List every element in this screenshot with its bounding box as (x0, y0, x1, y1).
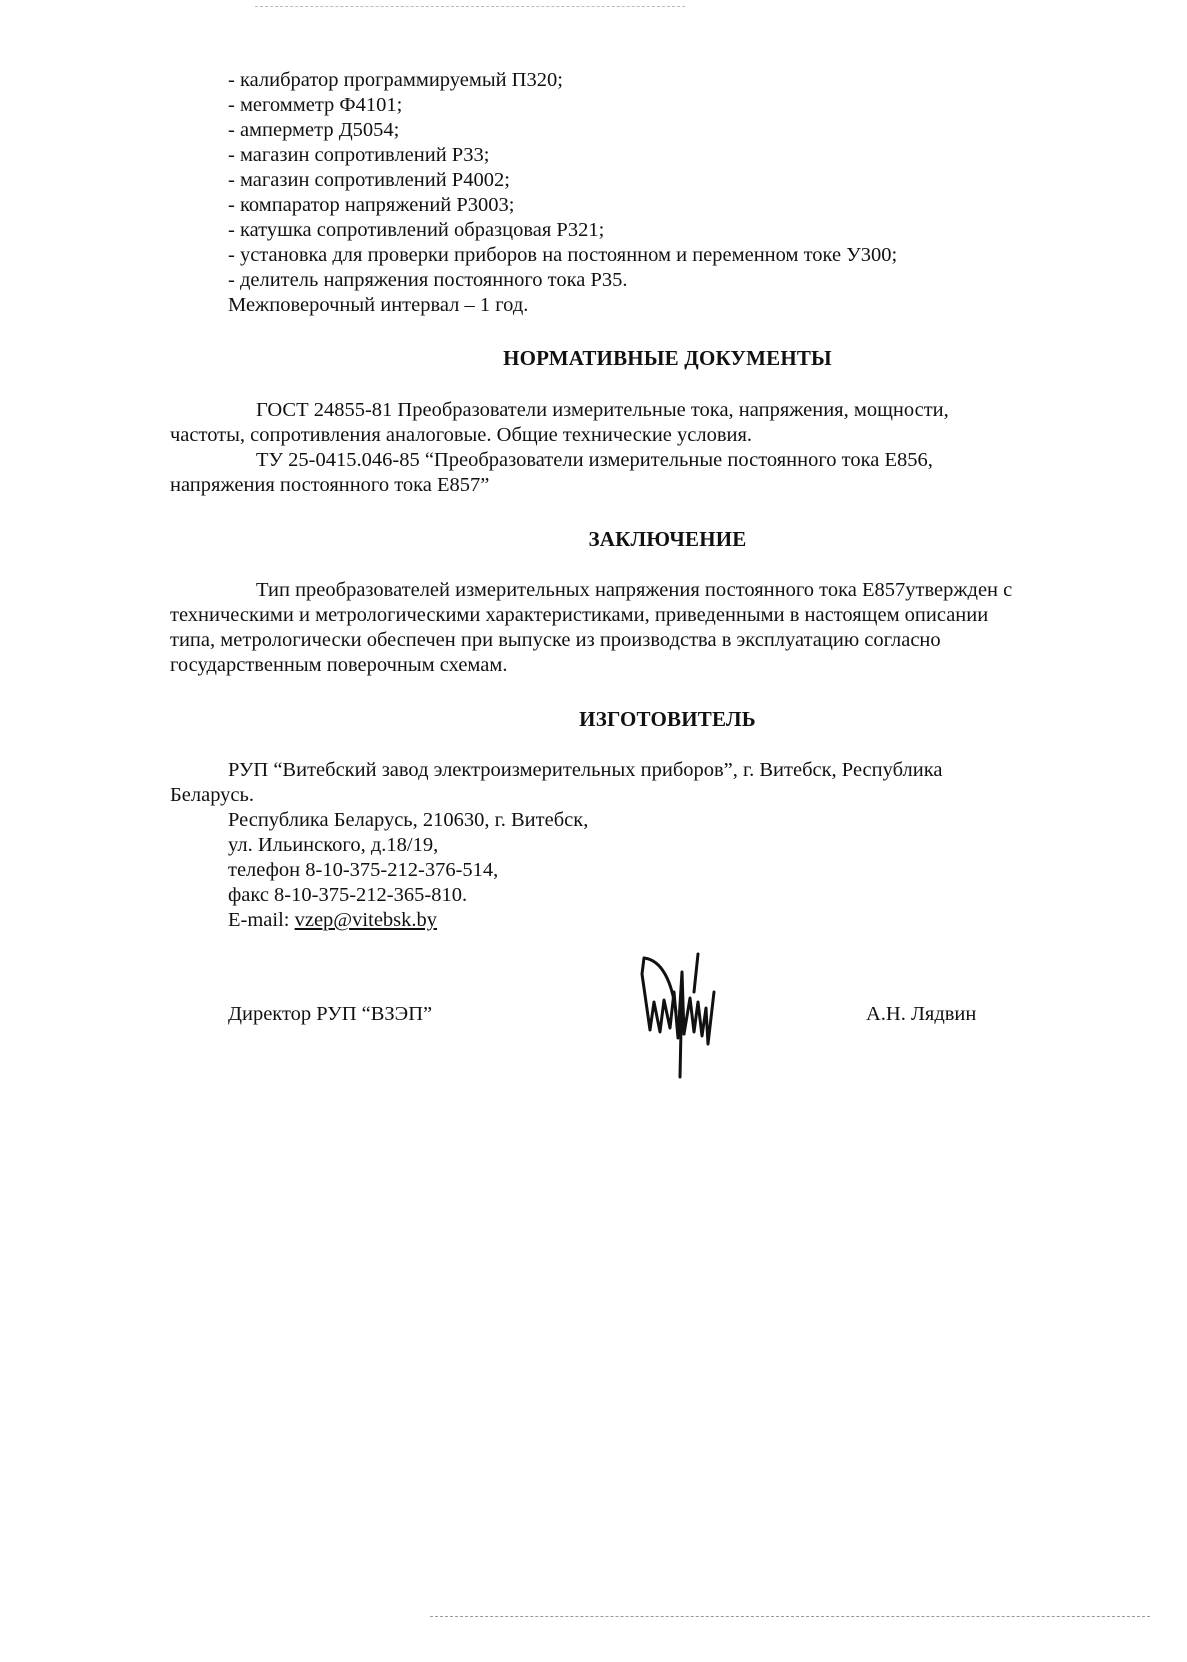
signatory-name: А.Н. Лядвин (866, 1003, 977, 1025)
normative-text: напряжения постоянного тока Е857” (170, 474, 490, 496)
equipment-item: - магазин сопротивлений Р33; (228, 144, 490, 166)
equipment-item: - амперметр Д5054; (228, 119, 400, 141)
normative-text: ТУ 25-0415.046-85 “Преобразователи измерительные постоянного тока Е856, (256, 449, 933, 471)
verification-interval: Межповерочный интервал – 1 год. (228, 294, 529, 316)
conclusion-text: Тип преобразователей измерительных напряжения постоянного тока Е857утвержден с (256, 579, 1013, 601)
manufacturer-fax: факс 8-10-375-212-365-810. (228, 884, 468, 906)
section-heading-conclusion: ЗАКЛЮЧЕНИЕ (588, 527, 747, 551)
equipment-item: - компаратор напряжений Р3003; (228, 194, 515, 216)
normative-text: ГОСТ 24855-81 Преобразователи измерительные тока, напряжения, мощности, (256, 399, 949, 421)
equipment-item: - калибратор программируемый П320; (228, 69, 563, 91)
section-heading-manufacturer: ИЗГОТОВИТЕЛЬ (579, 707, 756, 731)
scan-artifact-top (255, 6, 685, 8)
manufacturer-address: Республика Беларусь, 210630, г. Витебск, (228, 809, 589, 831)
manufacturer-phone: телефон 8-10-375-212-376-514, (228, 859, 499, 881)
equipment-item: - катушка сопротивлений образцовая Р321; (228, 219, 605, 241)
manufacturer-street: ул. Ильинского, д.18/19, (228, 834, 439, 856)
manufacturer-text: Беларусь. (170, 784, 255, 806)
email-link[interactable]: vzep@vitebsk.by (294, 909, 438, 931)
conclusion-text: техническими и метрологическими характеристиками, приведенными в настоящем описании (170, 604, 989, 626)
equipment-item: - делитель напряжения постоянного тока Р35. (228, 269, 628, 291)
conclusion-text: типа, метрологически обеспечен при выпуске из производства в эксплуатацию согласно (170, 629, 941, 651)
scan-artifact-bottom (430, 1616, 1150, 1618)
conclusion-text: государственным поверочным схемам. (170, 654, 508, 676)
equipment-item: - мегомметр Ф4101; (228, 94, 403, 116)
manufacturer-text: РУП “Витебский завод электроизмерительных приборов”, г. Витебск, Республика (228, 759, 943, 781)
section-heading-normative: НОРМАТИВНЫЕ ДОКУМЕНТЫ (503, 346, 832, 370)
email-label: E-mail: (228, 909, 295, 931)
equipment-item: - магазин сопротивлений Р4002; (228, 169, 510, 191)
manufacturer-email-line (228, 908, 437, 933)
equipment-item: - установка для проверки приборов на постоянном и переменном токе У300; (228, 244, 898, 266)
normative-text: частоты, сопротивления аналоговые. Общие технические условия. (170, 424, 753, 446)
signatory-position: Директор РУП “ВЗЭП” (228, 1003, 433, 1025)
handwritten-signature-icon (632, 952, 722, 1088)
